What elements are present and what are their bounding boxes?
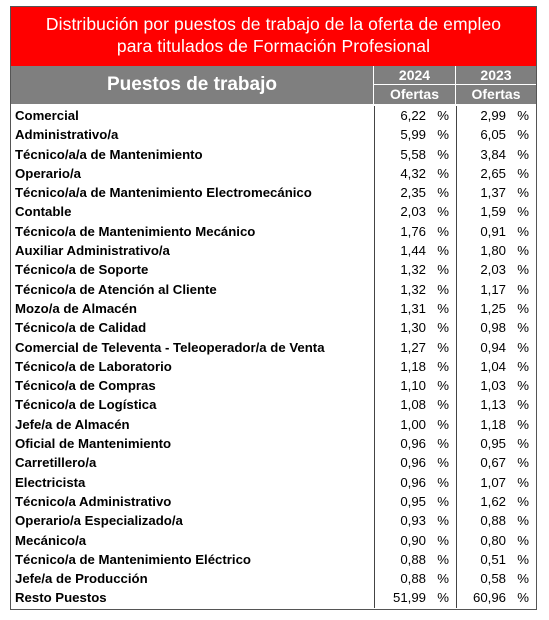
percent-sign: %	[517, 223, 529, 239]
cell-2023	[456, 202, 536, 221]
percent-sign: %	[517, 243, 529, 259]
percent-sign: %	[517, 281, 529, 297]
percent-sign: %	[437, 243, 449, 259]
table-row	[11, 125, 536, 144]
cell-2023	[456, 280, 536, 299]
cell-2024	[374, 357, 456, 376]
job-title: Administrativo/a	[15, 127, 119, 143]
percent-sign: %	[437, 397, 449, 413]
cell-2024	[374, 338, 456, 357]
job-title: Técnico/a de Mantenimiento Mecánico	[15, 223, 256, 239]
percent-sign: %	[437, 474, 449, 490]
table-body	[11, 106, 536, 608]
cell-2023	[456, 531, 536, 550]
percent-sign: %	[517, 320, 529, 336]
percent-sign: %	[517, 358, 529, 374]
value-2023: 1,18	[480, 416, 506, 432]
value-2023: 0,91	[480, 223, 506, 239]
percent-sign: %	[437, 300, 449, 316]
value-2024: 4,32	[400, 165, 426, 181]
cell-2023	[456, 145, 536, 164]
column-header-jobs: Puestos de trabajo	[11, 66, 374, 104]
value-2023: 60,96	[472, 590, 506, 606]
percent-sign: %	[437, 513, 449, 529]
percent-sign: %	[437, 455, 449, 471]
cell-2024	[374, 299, 456, 318]
cell-2024	[374, 434, 456, 453]
value-2024: 51,99	[392, 590, 426, 606]
cell-2023	[456, 164, 536, 183]
cell-2023	[456, 241, 536, 260]
job-title: Técnico/a Administrativo	[15, 493, 172, 509]
value-2024: 6,22	[400, 108, 426, 123]
percent-sign: %	[437, 146, 449, 162]
cell-2023	[456, 106, 536, 125]
cell-2024	[374, 202, 456, 221]
percent-sign: %	[437, 204, 449, 220]
value-2024: 1,08	[400, 397, 426, 413]
cell-2024	[374, 164, 456, 183]
percent-sign: %	[437, 358, 449, 374]
percent-sign: %	[517, 300, 529, 316]
job-title: Técnico/a/a de Mantenimiento	[15, 146, 203, 162]
value-2024: 1,18	[400, 358, 426, 374]
table-row	[11, 531, 536, 550]
table-row	[11, 588, 536, 607]
value-2024: 0,90	[400, 532, 426, 548]
cell-2023	[456, 318, 536, 337]
job-title: Técnico/a/a de Mantenimiento Electromecánico	[15, 185, 312, 201]
cell-2023	[456, 183, 536, 202]
job-title: Técnico/a de Mantenimiento Eléctrico	[15, 551, 251, 567]
table-row	[11, 299, 536, 318]
value-2024: 1,32	[400, 281, 426, 297]
cell-2024	[374, 183, 456, 202]
value-2024: 0,93	[400, 513, 426, 529]
cell-2024	[374, 531, 456, 550]
cell-2023	[456, 376, 536, 395]
percent-sign: %	[437, 436, 449, 452]
value-2023: 1,07	[480, 474, 506, 490]
value-2024: 1,10	[400, 378, 426, 394]
column-header-2023	[456, 66, 536, 104]
percent-sign: %	[517, 513, 529, 529]
cell-2024	[374, 453, 456, 472]
job-title: Mecánico/a	[15, 532, 87, 548]
value-2023: 3,84	[480, 146, 506, 162]
table-row	[11, 376, 536, 395]
table-row	[11, 145, 536, 164]
job-title: Jefe/a de Producción	[15, 571, 148, 587]
cell-2023	[456, 260, 536, 279]
table-row	[11, 260, 536, 279]
percent-sign: %	[517, 551, 529, 567]
value-2023: 1,37	[480, 185, 506, 201]
value-2023: 0,94	[480, 339, 506, 355]
percent-sign: %	[517, 397, 529, 413]
table-title	[11, 7, 536, 66]
job-title: Jefe/a de Almacén	[15, 416, 130, 432]
value-2024: 0,95	[400, 493, 426, 509]
column-header-2024	[374, 66, 456, 104]
table-row	[11, 280, 536, 299]
value-2024: 1,31	[400, 300, 426, 316]
value-2024: 1,27	[400, 339, 426, 355]
job-title: Técnico/a de Compras	[15, 378, 156, 394]
percent-sign: %	[517, 185, 529, 201]
percent-sign: %	[517, 436, 529, 452]
table-row	[11, 106, 536, 125]
cell-2024	[374, 492, 456, 511]
value-2024: 1,00	[400, 416, 426, 432]
job-title: Mozo/a de Almacén	[15, 300, 137, 316]
value-2023: 1,59	[480, 204, 506, 220]
cell-2023	[456, 415, 536, 434]
value-2023: 1,13	[480, 397, 506, 413]
percent-sign: %	[517, 474, 529, 490]
cell-2023	[456, 473, 536, 492]
value-2023: 2,99	[480, 108, 506, 123]
table-frame	[10, 6, 537, 610]
percent-sign: %	[437, 185, 449, 201]
value-2023: 1,25	[480, 300, 506, 316]
percent-sign: %	[437, 262, 449, 278]
value-2023: 2,65	[480, 165, 506, 181]
value-2023: 0,98	[480, 320, 506, 336]
percent-sign: %	[517, 127, 529, 143]
job-title: Técnico/a de Atención al Cliente	[15, 281, 217, 297]
value-2024: 0,96	[400, 455, 426, 471]
job-title: Oficial de Mantenimiento	[15, 436, 172, 452]
offers-label-2023: Ofertas	[471, 86, 521, 102]
job-title: Técnico/a de Calidad	[15, 320, 147, 336]
value-2023: 0,95	[480, 436, 506, 452]
percent-sign: %	[437, 416, 449, 432]
percent-sign: %	[517, 532, 529, 548]
job-title: Electricista	[15, 474, 86, 490]
year-2023: 2023	[456, 66, 536, 85]
value-2024: 1,76	[400, 223, 426, 239]
value-2023: 0,80	[480, 532, 506, 548]
job-title: Comercial	[15, 108, 79, 123]
percent-sign: %	[517, 416, 529, 432]
job-title: Comercial de Televenta - Teleoperador/a de Venta	[15, 339, 325, 355]
percent-sign: %	[437, 281, 449, 297]
percent-sign: %	[517, 262, 529, 278]
cell-2024	[374, 395, 456, 414]
percent-sign: %	[517, 590, 529, 606]
year-2024: 2024	[374, 66, 455, 85]
job-title: Operario/a Especializado/a	[15, 513, 183, 529]
table-row	[11, 241, 536, 260]
job-title: Técnico/a de Laboratorio	[15, 358, 172, 374]
percent-sign: %	[437, 590, 449, 606]
value-2024: 2,35	[400, 185, 426, 201]
table-row	[11, 338, 536, 357]
value-2024: 5,99	[400, 127, 426, 143]
value-2024: 0,96	[400, 436, 426, 452]
cell-2023	[456, 453, 536, 472]
cell-2024	[374, 550, 456, 569]
cell-2023	[456, 357, 536, 376]
cell-2024	[374, 280, 456, 299]
value-2023: 0,67	[480, 455, 506, 471]
cell-2023	[456, 222, 536, 241]
value-2024: 1,30	[400, 320, 426, 336]
table-row	[11, 357, 536, 376]
job-title: Operario/a	[15, 165, 81, 181]
table-row	[11, 550, 536, 569]
cell-2024	[374, 145, 456, 164]
value-2024: 0,96	[400, 474, 426, 490]
value-2024: 0,88	[400, 551, 426, 567]
job-title: Técnico/a de Soporte	[15, 262, 149, 278]
cell-2024	[374, 260, 456, 279]
cell-2023	[456, 125, 536, 144]
cell-2024	[374, 125, 456, 144]
percent-sign: %	[437, 165, 449, 181]
percent-sign: %	[437, 532, 449, 548]
table-row	[11, 569, 536, 588]
percent-sign: %	[517, 493, 529, 509]
cell-2024	[374, 473, 456, 492]
value-2023: 0,51	[480, 551, 506, 567]
cell-2024	[374, 106, 456, 125]
value-2023: 0,58	[480, 571, 506, 587]
value-2023: 2,03	[480, 262, 506, 278]
percent-sign: %	[517, 378, 529, 394]
percent-sign: %	[437, 493, 449, 509]
cell-2024	[374, 241, 456, 260]
cell-2024	[374, 222, 456, 241]
table-row	[11, 395, 536, 414]
percent-sign: %	[437, 223, 449, 239]
table-row	[11, 511, 536, 530]
table-row	[11, 492, 536, 511]
cell-2023	[456, 588, 536, 607]
table-row	[11, 473, 536, 492]
cell-2023	[456, 569, 536, 588]
cell-2023	[456, 434, 536, 453]
value-2024: 5,58	[400, 146, 426, 162]
percent-sign: %	[437, 320, 449, 336]
title-line-1: Distribución por puestos de trabajo de la oferta de empleo	[45, 14, 502, 34]
table-row	[11, 222, 536, 241]
value-2023: 6,05	[480, 127, 506, 143]
value-2023: 1,80	[480, 243, 506, 259]
percent-sign: %	[517, 204, 529, 220]
cell-2024	[374, 569, 456, 588]
cell-2023	[456, 395, 536, 414]
value-2023: 1,62	[480, 493, 506, 509]
table-row	[11, 434, 536, 453]
cell-2024	[374, 511, 456, 530]
job-title: Auxiliar Administrativo/a	[15, 243, 170, 259]
cell-2023	[456, 550, 536, 569]
percent-sign: %	[517, 108, 529, 123]
percent-sign: %	[517, 339, 529, 355]
value-2023: 1,17	[480, 281, 506, 297]
job-title: Técnico/a de Logística	[15, 397, 157, 413]
value-2024: 2,03	[400, 204, 426, 220]
percent-sign: %	[437, 378, 449, 394]
value-2024: 1,44	[400, 243, 426, 259]
percent-sign: %	[517, 146, 529, 162]
value-2024: 1,32	[400, 262, 426, 278]
percent-sign: %	[437, 108, 449, 123]
value-2024: 0,88	[400, 571, 426, 587]
table-row	[11, 164, 536, 183]
cell-2023	[456, 338, 536, 357]
cell-2023	[456, 511, 536, 530]
cell-2023	[456, 299, 536, 318]
cell-2024	[374, 318, 456, 337]
job-title: Contable	[15, 204, 72, 220]
table-row	[11, 202, 536, 221]
percent-sign: %	[517, 455, 529, 471]
value-2023: 1,03	[480, 378, 506, 394]
cell-2023	[456, 492, 536, 511]
value-2023: 0,88	[480, 513, 506, 529]
offers-label-2024: Ofertas	[389, 86, 440, 102]
cell-2024	[374, 588, 456, 607]
table-row	[11, 318, 536, 337]
percent-sign: %	[437, 127, 449, 143]
cell-2024	[374, 376, 456, 395]
job-title: Resto Puestos	[15, 590, 107, 606]
percent-sign: %	[437, 551, 449, 567]
table-row	[11, 415, 536, 434]
title-line-2: para titulados de Formación Profesional	[116, 36, 431, 56]
percent-sign: %	[437, 339, 449, 355]
value-2023: 1,04	[480, 358, 506, 374]
percent-sign: %	[437, 571, 449, 587]
percent-sign: %	[517, 165, 529, 181]
cell-2024	[374, 415, 456, 434]
table-row	[11, 453, 536, 472]
table-row	[11, 183, 536, 202]
job-title: Carretillero/a	[15, 455, 97, 471]
percent-sign: %	[517, 571, 529, 587]
